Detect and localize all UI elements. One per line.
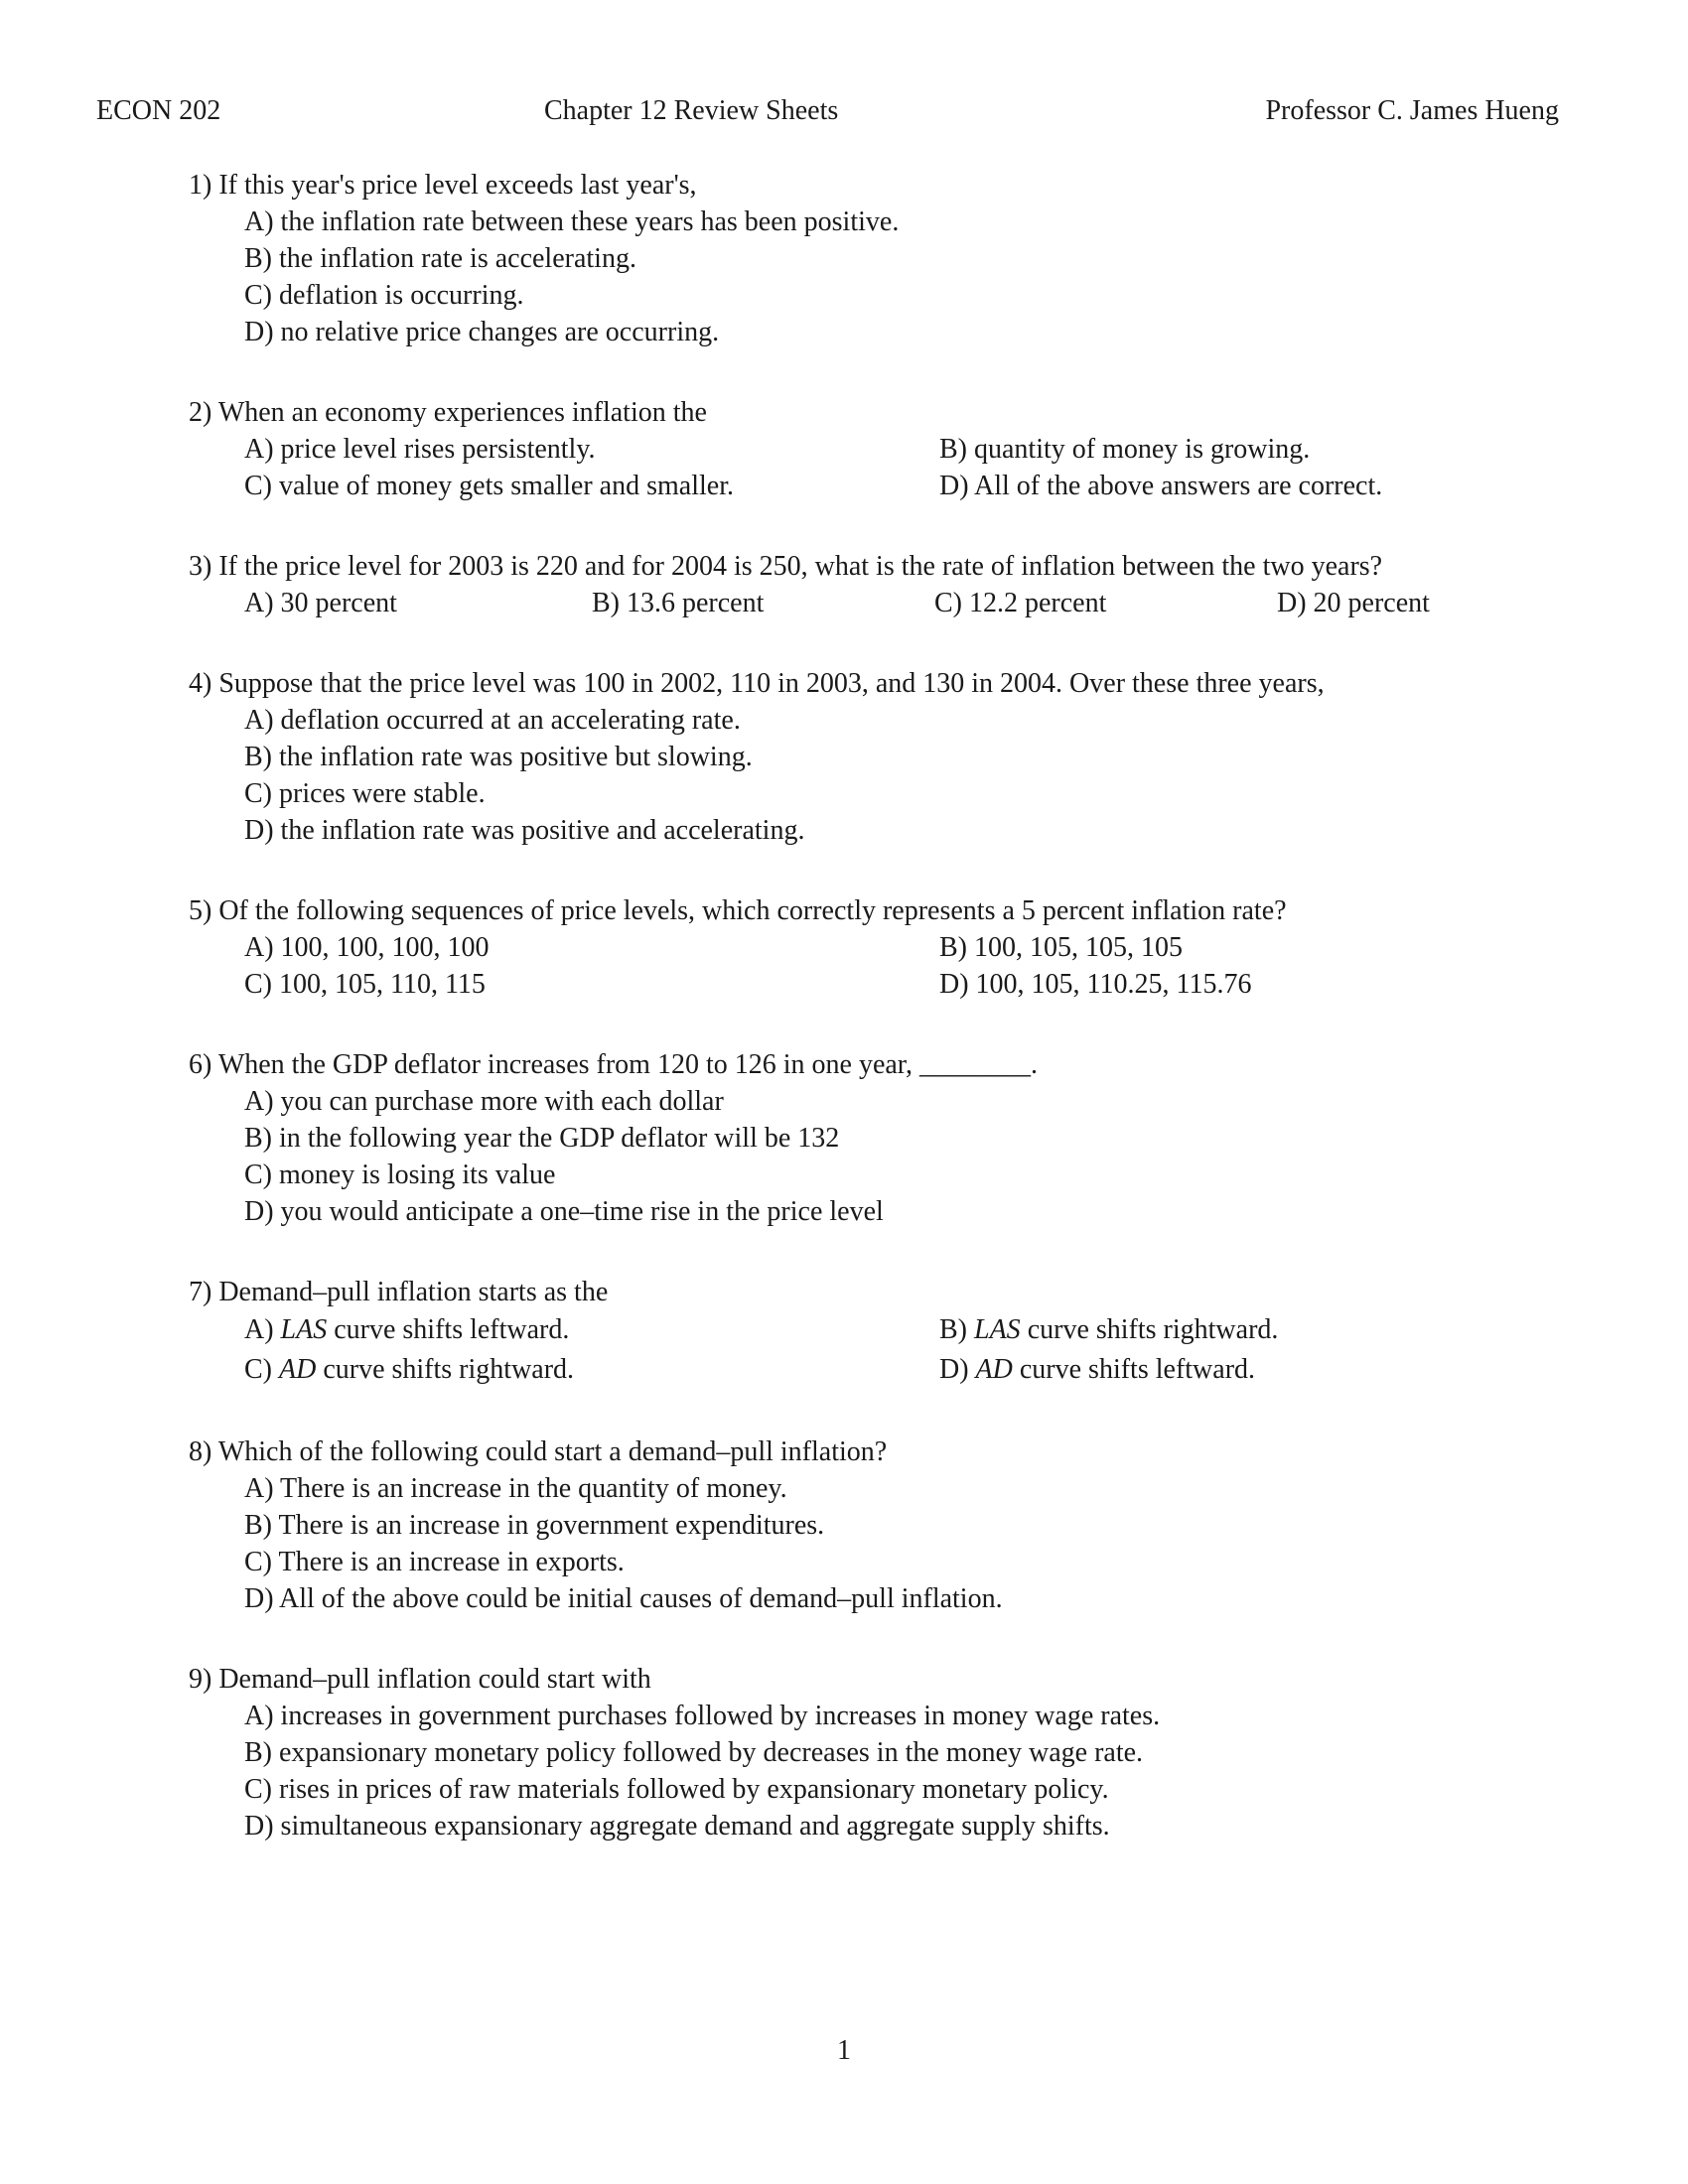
option-b: B) 100, 105, 105, 105 (939, 932, 1183, 963)
option-text: curve shifts leftward. (327, 1314, 570, 1345)
answer-options (189, 204, 1519, 350)
option-c: C) rises in prices of raw materials followed by expansionary monetary policy. (244, 1774, 1109, 1805)
question-8 (189, 1433, 1519, 1617)
option-b: B) the inflation rate is accelerating. (244, 243, 636, 274)
curve-term: LAS (280, 1314, 328, 1345)
option-prefix: C) (244, 1354, 279, 1385)
option-c: C) 12.2 percent (934, 588, 1107, 618)
course-code: ECON 202 (96, 95, 221, 126)
question-stem: 1) If this year's price level exceeds last year's, (189, 170, 697, 201)
option-c: C) There is an increase in exports. (244, 1547, 625, 1577)
question-stem: 2) When an economy experiences inflation the (189, 397, 707, 428)
option-b: B) in the following year the GDP deflator will be 132 (244, 1123, 840, 1154)
question-stem: 6) When the GDP deflator increases from 120 to 126 in one year, ________. (189, 1049, 1038, 1080)
option-prefix: B) (939, 1314, 974, 1345)
option-a: A) you can purchase more with each dollar (244, 1086, 724, 1117)
curve-term: LAS (974, 1314, 1021, 1345)
question-1 (189, 167, 1519, 350)
option-d: D) the inflation rate was positive and accelerating. (244, 815, 805, 846)
option-d: D) All of the above could be initial causes of demand–pull inflation. (244, 1583, 1003, 1614)
option-a: A) There is an increase in the quantity of money. (244, 1473, 787, 1504)
option-a: A) the inflation rate between these years has been positive. (244, 206, 900, 237)
question-stem: 5) Of the following sequences of price levels, which correctly represents a 5 percent inflation rate? (189, 895, 1287, 926)
answer-options (189, 702, 1519, 849)
option-a: A) 100, 100, 100, 100 (244, 932, 490, 963)
option-a: A) price level rises persistently. (244, 434, 596, 465)
option-d: D) simultaneous expansionary aggregate demand and aggregate supply shifts. (244, 1811, 1110, 1842)
professor-name: Professor C. James Hueng (1265, 95, 1559, 126)
answer-options (189, 1698, 1519, 1844)
question-stem: 9) Demand–pull inflation could start with (189, 1664, 651, 1695)
curve-term: AD (279, 1354, 317, 1385)
option-prefix: A) (244, 1314, 281, 1345)
option-a (244, 1310, 939, 1350)
question-3 (189, 548, 1519, 621)
question-stem: 7) Demand–pull inflation starts as the (189, 1277, 609, 1307)
question-stem: 3) If the price level for 2003 is 220 and for 2004 is 250, what is the rate of inflation between the two years? (189, 551, 1383, 582)
option-b: B) expansionary monetary policy followed by decreases in the money wage rate. (244, 1737, 1144, 1768)
option-c: C) money is losing its value (244, 1160, 556, 1190)
answer-options (189, 1470, 1519, 1617)
option-c (244, 1350, 939, 1390)
answer-options (189, 1083, 1519, 1230)
question-7 (189, 1274, 1519, 1390)
answer-options (189, 929, 1519, 1003)
option-b (939, 1310, 1535, 1350)
answer-options (189, 431, 1519, 504)
option-text: curve shifts leftward. (1012, 1354, 1256, 1385)
option-c: C) 100, 105, 110, 115 (244, 969, 486, 1000)
option-c: C) prices were stable. (244, 778, 486, 809)
curve-term: AD (975, 1354, 1013, 1385)
answer-options (189, 1310, 1519, 1390)
question-9 (189, 1661, 1519, 1844)
option-c: C) deflation is occurring. (244, 280, 524, 311)
question-list (189, 167, 1519, 1844)
option-text: curve shifts rightward. (316, 1354, 575, 1385)
question-6 (189, 1046, 1519, 1230)
option-c: C) value of money gets smaller and smaller. (244, 471, 734, 501)
option-b: B) There is an increase in government expenditures. (244, 1510, 825, 1541)
option-text: curve shifts rightward. (1020, 1314, 1279, 1345)
option-a: A) deflation occurred at an accelerating rate. (244, 705, 741, 736)
page-number: 1 (837, 2035, 851, 2066)
option-d (939, 1350, 1535, 1390)
question-stem: 4) Suppose that the price level was 100 in 2002, 110 in 2003, and 130 in 2004. Over these three years, (189, 668, 1325, 699)
option-b: B) quantity of money is growing. (939, 434, 1311, 465)
question-2 (189, 394, 1519, 504)
answer-options (189, 585, 1519, 621)
question-4 (189, 665, 1519, 849)
option-d: D) you would anticipate a one–time rise in the price level (244, 1196, 884, 1227)
page-header (96, 95, 1559, 135)
option-prefix: D) (939, 1354, 976, 1385)
option-b: B) the inflation rate was positive but slowing. (244, 742, 753, 772)
option-d: D) no relative price changes are occurring. (244, 317, 720, 347)
option-d: D) 20 percent (1277, 588, 1430, 618)
option-a: A) 30 percent (244, 588, 397, 618)
question-5 (189, 892, 1519, 1003)
option-d: D) All of the above answers are correct. (939, 471, 1383, 501)
option-a: A) increases in government purchases followed by increases in money wage rates. (244, 1701, 1161, 1731)
document-title: Chapter 12 Review Sheets (544, 95, 839, 126)
option-d: D) 100, 105, 110.25, 115.76 (939, 969, 1252, 1000)
question-stem: 8) Which of the following could start a demand–pull inflation? (189, 1436, 888, 1467)
option-b: B) 13.6 percent (592, 588, 765, 618)
